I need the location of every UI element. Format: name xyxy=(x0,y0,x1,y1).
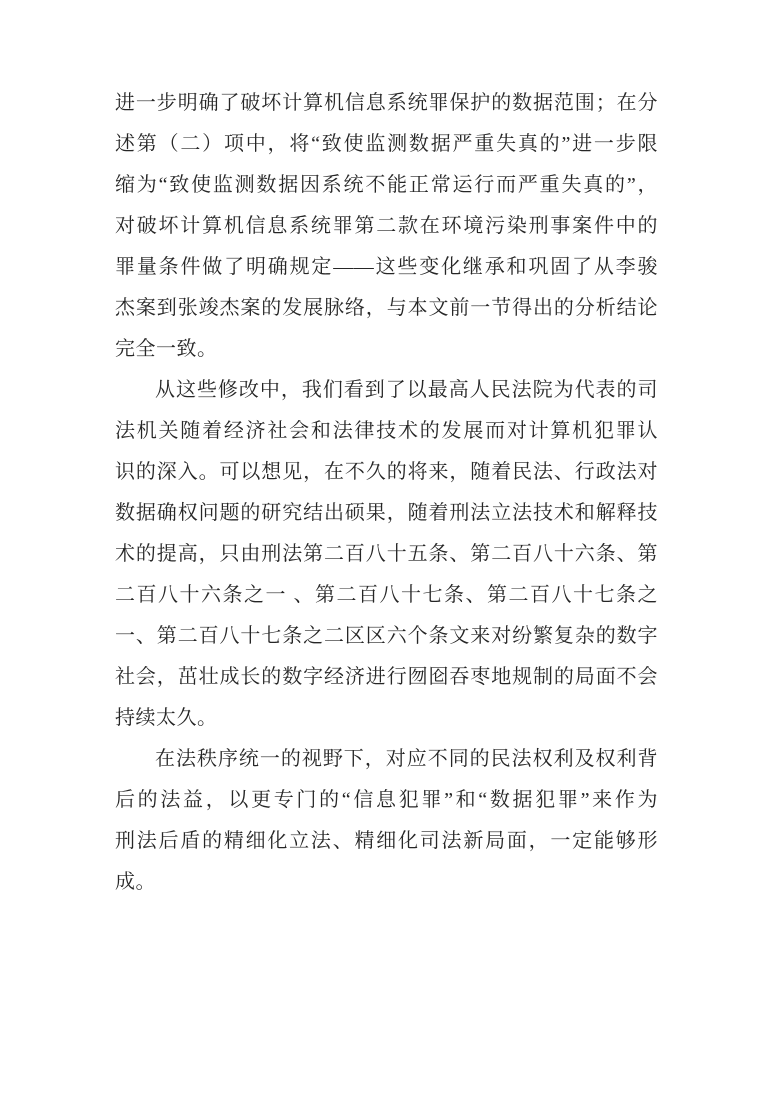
text-line: 完全一致。 xyxy=(115,338,218,360)
text-line: 刑法后盾的精细化立法、精细化司法新局面，一定能够形成。 xyxy=(115,830,658,893)
text-line: 社会，茁壮成长的数字经济进行囫囵吞枣地规制的局面不会 xyxy=(115,666,658,688)
text-line: 在法秩序统一的视野下，对应不同的民法权利及权利背 xyxy=(155,748,658,770)
text-line: 罪量条件做了明确规定——这些变化继承和巩固了从李骏 xyxy=(115,256,658,278)
text-line: 持续太久。 xyxy=(115,707,218,729)
text-line: 述第（二）项中，将“致使监测数据严重失真的”进一步限 xyxy=(115,133,658,155)
text-line: 法机关随着经济社会和法律技术的发展而对计算机犯罪认 xyxy=(115,420,658,442)
text-block xyxy=(115,83,658,903)
text-line: 从这些修改中，我们看到了以最高人民法院为代表的司 xyxy=(155,379,658,401)
paragraph-3 xyxy=(115,739,658,903)
text-line: 对破坏计算机信息系统罪第二款在环境污染刑事案件中的 xyxy=(115,215,658,237)
text-line: 二百八十六条之一 、第二百八十七条、第二百八十七条之 xyxy=(115,584,658,606)
text-line: 进一步明确了破坏计算机信息系统罪保护的数据范围；在分 xyxy=(115,92,658,114)
text-line: 缩为“致使监测数据因系统不能正常运行而严重失真的”， xyxy=(115,174,658,196)
paragraph-2 xyxy=(115,370,658,739)
paragraph-1 xyxy=(115,83,658,370)
text-line: 杰案到张竣杰案的发展脉络，与本文前一节得出的分析结论 xyxy=(115,297,658,319)
text-line: 数据确权问题的研究结出硕果，随着刑法立法技术和解释技 xyxy=(115,502,658,524)
text-line: 一、第二百八十七条之二区区六个条文来对纷繁复杂的数字 xyxy=(115,625,658,647)
text-line: 后的法益，以更专门的“信息犯罪”和“数据犯罪”来作为 xyxy=(115,789,658,811)
text-line: 识的深入。可以想见，在不久的将来，随着民法、行政法对 xyxy=(115,461,658,483)
text-line: 术的提高，只由刑法第二百八十五条、第二百八十六条、第 xyxy=(115,543,658,565)
